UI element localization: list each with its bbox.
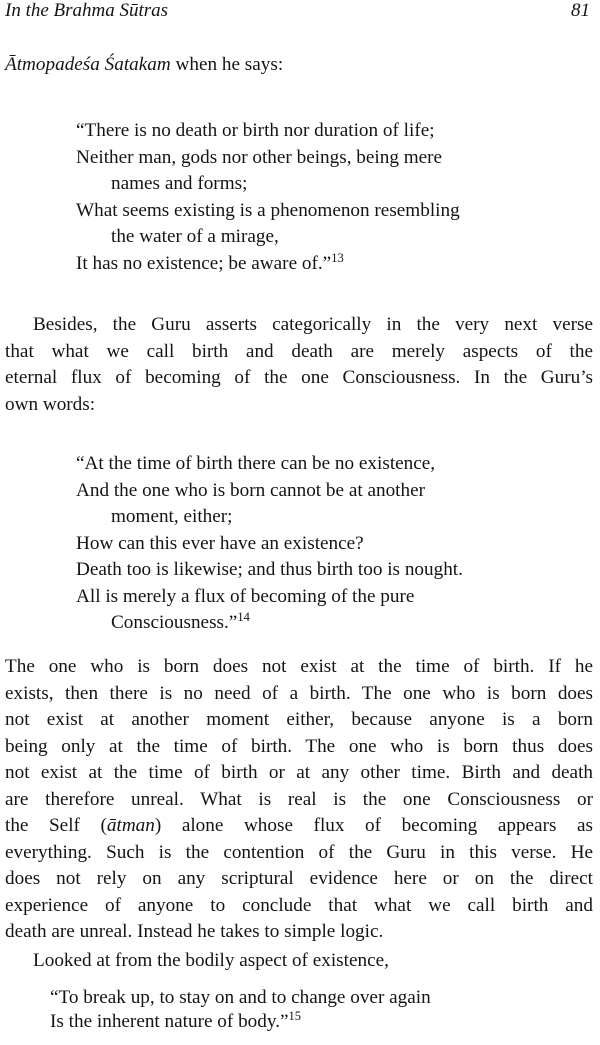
verse-line-text: It has no existence; be aware of.” [76, 252, 332, 274]
running-header [5, 0, 590, 28]
paragraph-text: ) alone whose flux of becoming appears as [154, 815, 593, 836]
paragraph-text: the Self ( [5, 815, 107, 836]
verse-line [0, 610, 600, 637]
verse-quote-2 [0, 451, 600, 637]
paragraph-line: not exist at another moment either, because anyone is a born [5, 709, 593, 730]
verse-line: And the one who is born cannot be at another [76, 479, 426, 501]
verse-line: All is merely a flux of becoming of the pure [76, 585, 415, 607]
paragraph-line: Besides, the Guru asserts categorically in the very next verse [33, 314, 593, 335]
intro-text: when he says: [170, 54, 284, 75]
paragraph-line: being only at the time of birth. The one who is born thus does [5, 735, 593, 757]
paragraph-line: does not rely on any scriptural evidence here or on the direct [5, 868, 593, 889]
verse-line: “To break up, to stay on and to change over again [50, 987, 431, 1008]
intro-line [0, 52, 600, 79]
verse-line: How can this ever have an existence? [76, 532, 364, 554]
verse-line: “At the time of birth there can be no existence, [76, 453, 436, 474]
verse-line-text: Consciousness.” [111, 612, 238, 633]
footnote-marker: 13 [331, 250, 344, 265]
verse-quote-1 [0, 118, 600, 277]
verse-line: Death too is likewise; and thus birth too is nought. [76, 559, 463, 580]
verse-line: What seems existing is a phenomenon resembling [76, 199, 460, 221]
paragraph-line: The one who is born does not exist at the time of birth. If he [5, 656, 593, 677]
paragraph-line: experience of anyone to conclude that what we call birth and [5, 894, 593, 916]
verse-line: “There is no death or birth nor duration of life; [76, 120, 435, 141]
verse-line [0, 1010, 600, 1034]
paragraph-1 [0, 312, 600, 418]
paragraph-line: own words: [5, 393, 96, 415]
paragraph-line: death are unreal. Instead he takes to simple logic. [5, 921, 384, 942]
paragraph-line: exists, then there is no need of a birth. The one who is born does [5, 682, 593, 704]
paragraph-line: that what we call birth and death are merely aspects of the [5, 340, 593, 362]
verse-line: names and forms; [111, 173, 248, 194]
footnote-marker: 15 [288, 1009, 302, 1023]
paragraph-line: Looked at from the bodily aspect of existence, [33, 950, 389, 971]
paragraph-line: are therefore unreal. What is real is the one Consciousness or [5, 788, 593, 810]
verse-line [0, 251, 600, 278]
paragraph-line [0, 813, 600, 840]
verse-line: the water of a mirage, [111, 226, 279, 247]
paragraph-2 [0, 654, 600, 946]
verse-line: moment, either; [111, 506, 233, 527]
page-number: 81 [571, 0, 590, 21]
paragraph-line: eternal flux of becoming of the one Consciousness. In the Guru’s [5, 367, 593, 388]
book-title: Ātmopadeśa Śatakam [5, 54, 171, 75]
paragraph-line: everything. Such is the contention of the Guru in this verse. He [5, 841, 593, 863]
italic-term: ātman [106, 815, 155, 836]
verse-quote-3 [0, 986, 600, 1034]
verse-line: Neither man, gods nor other beings, being mere [76, 146, 443, 168]
paragraph-3 [0, 948, 600, 975]
verse-line-text: Is the inherent nature of body.” [50, 1011, 289, 1032]
paragraph-line: not exist at the time of birth or at any other time. Birth and death [5, 762, 593, 783]
footnote-marker: 14 [237, 610, 250, 624]
running-title: In the Brahma Sūtras [5, 0, 169, 21]
